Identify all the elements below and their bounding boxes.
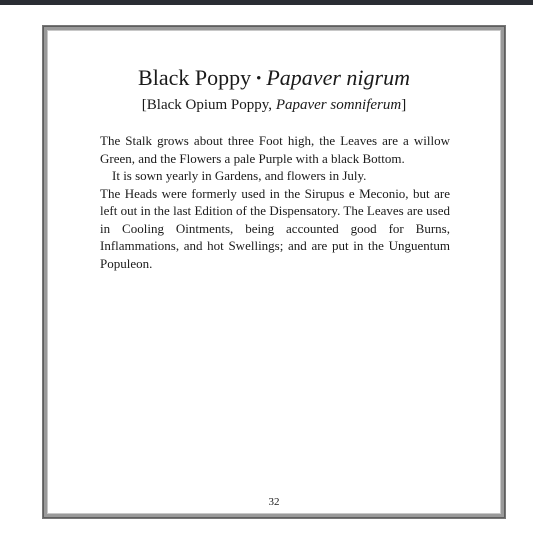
paragraph-uses: The Heads were formerly used in the Sirupus e Meconio, but are left out in the last Edition of the Dispensatory. The Leaves are used in Cooling Ointments, being accounted good for Burns, Inflammations, and hot Swellings; and are put in the Unguentum Populeon.	[100, 185, 450, 271]
book-page	[47, 30, 501, 514]
alt-common-name: Black Opium Poppy,	[146, 97, 276, 113]
page-number: 32	[268, 496, 280, 508]
entry-title	[48, 65, 500, 91]
window-top-strip	[0, 0, 533, 5]
paragraph-cultivation: It is sown yearly in Gardens, and flowers in July.	[112, 168, 367, 183]
paragraph-description: The Stalk grows about three Foot high, the Leaves are a willow Green, and the Flowers a pale Purple with a black Bottom.	[100, 133, 450, 166]
entry-body	[100, 132, 450, 272]
alt-latin-name: Papaver somniferum	[275, 97, 402, 113]
page-frame	[42, 25, 506, 519]
subtitle-open-bracket: [	[141, 97, 147, 113]
title-separator: •	[256, 71, 262, 87]
subtitle-close-bracket: ]	[401, 97, 407, 113]
entry-subtitle	[48, 97, 500, 114]
common-name: Black Poppy	[138, 65, 252, 90]
latin-name: Papaver nigrum	[266, 65, 410, 90]
